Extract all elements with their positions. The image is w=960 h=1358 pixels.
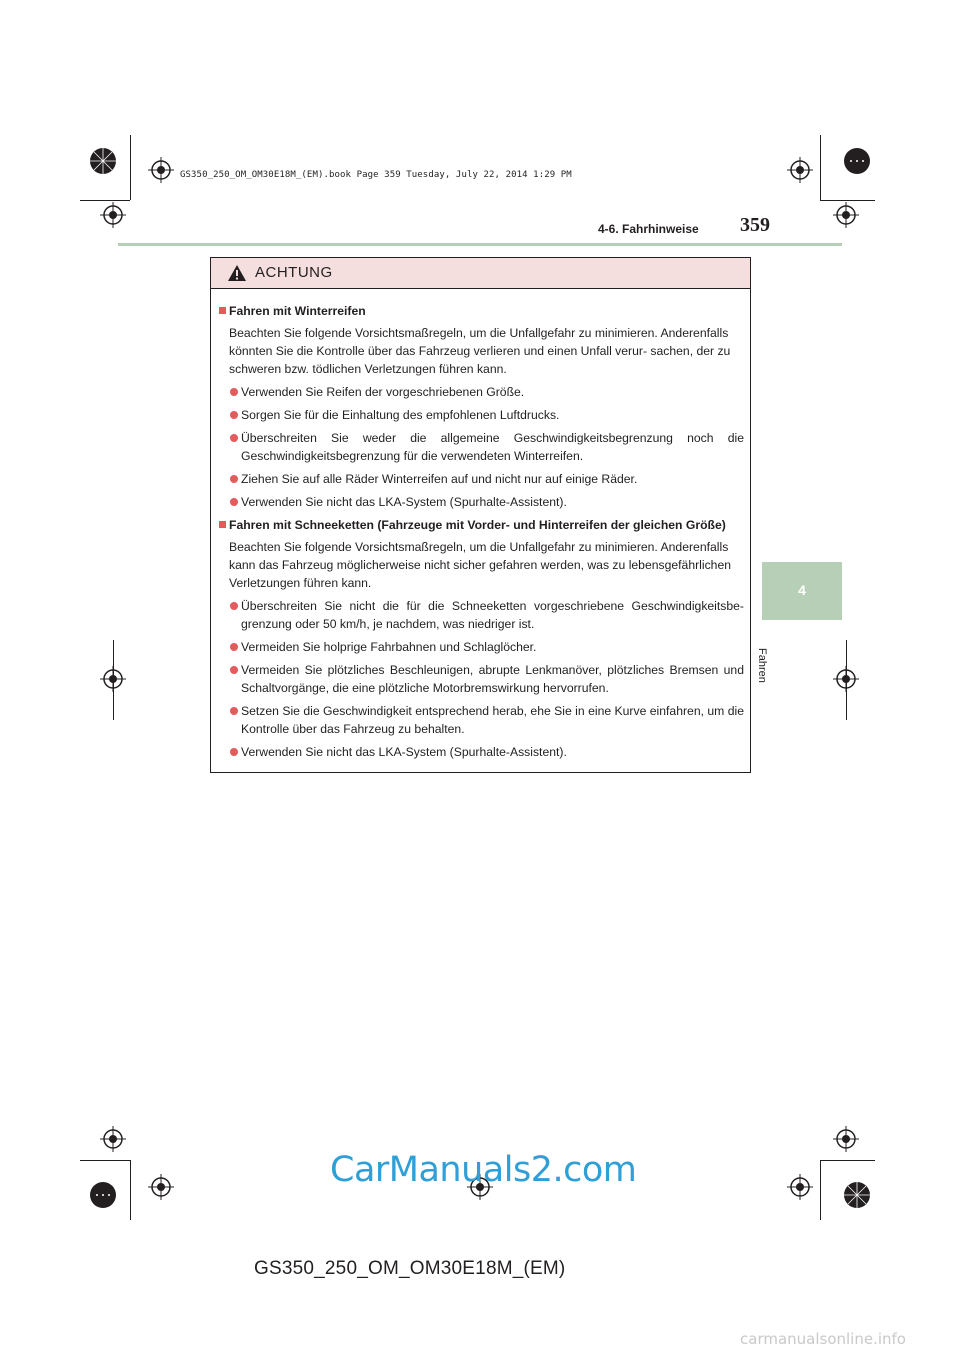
star-target-icon bbox=[842, 1180, 872, 1210]
crop-mark bbox=[80, 200, 130, 201]
registration-mark-icon bbox=[833, 202, 859, 228]
star-target-icon bbox=[88, 1180, 118, 1210]
registration-mark-icon bbox=[100, 666, 126, 692]
section-title: 4-6. Fahrhinweise bbox=[598, 222, 699, 236]
bullet-item: Verwenden Sie nicht das LKA-System (Spurhalte-Assistent). bbox=[219, 493, 744, 511]
registration-mark-icon bbox=[148, 157, 174, 183]
bullet-item: Setzen Sie die Geschwindigkeit entsprechend herab, ehe Sie in eine Kurve einfahren, um die Kontrolle über das Fahrzeug zu behalten. bbox=[219, 702, 744, 738]
star-target-icon bbox=[88, 146, 118, 176]
crop-mark bbox=[820, 200, 875, 201]
registration-mark-icon bbox=[787, 1174, 813, 1200]
bullet-item: Sorgen Sie für die Einhaltung des empfohlenen Luftdrucks. bbox=[219, 406, 744, 424]
header-rule bbox=[118, 243, 842, 246]
paragraph: Beachten Sie folgende Vorsichtsmaßregeln, um die Unfallgefahr zu minimieren. Anderenfalls könnten Sie die Kontrolle über das Fahrzeug verlieren und einen Unfall verur- sachen, der zu schweren bzw. tödlichen Verletzungen führen kann. bbox=[229, 326, 731, 376]
bullet-item: Überschreiten Sie weder die allgemeine Geschwindigkeitsbegrenzung noch die Geschwindigkeitsbegrenzung für die verwendeten Winterreifen. bbox=[219, 429, 744, 465]
book-info-line: GS350_250_OM_OM30E18M_(EM).book Page 359 Tuesday, July 22, 2014 1:29 PM bbox=[180, 170, 572, 180]
footer-code: GS350_250_OM_OM30E18M_(EM) bbox=[254, 1258, 566, 1279]
warning-box bbox=[210, 257, 751, 773]
bullet-item: Verwenden Sie nicht das LKA-System (Spurhalte-Assistent). bbox=[219, 743, 744, 761]
corner-watermark: carmanualsonline.info bbox=[740, 1330, 906, 1348]
registration-mark-icon bbox=[100, 1126, 126, 1152]
crop-mark bbox=[820, 1160, 875, 1161]
crop-mark bbox=[80, 1160, 130, 1161]
registration-mark-icon bbox=[100, 202, 126, 228]
registration-mark-icon bbox=[833, 1126, 859, 1152]
bullet-item: Vermeiden Sie plötzliches Beschleunigen, abrupte Lenkmanöver, plötzliches Bremsen und Schaltvorgänge, die eine plötzliche Motorbremswirkung hervorrufen. bbox=[219, 661, 744, 697]
crop-mark bbox=[130, 135, 131, 200]
star-target-icon bbox=[842, 146, 872, 176]
bullet-item: Verwenden Sie Reifen der vorgeschriebenen Größe. bbox=[219, 383, 744, 401]
warning-header bbox=[211, 258, 750, 289]
bullet-item: Überschreiten Sie nicht die für die Schneeketten vorgeschriebene Geschwindigkeitsbe- grenzung oder 50 km/h, je nachdem, was niedriger ist. bbox=[219, 597, 744, 633]
paragraph: Beachten Sie folgende Vorsichtsmaßregeln, um die Unfallgefahr zu minimieren. Anderenfalls kann das Fahrzeug möglicherweise nicht sicher gefahren werden, was zu lebensgefährlichen Verletzungen führen kann. bbox=[229, 540, 732, 590]
page-number: 359 bbox=[740, 214, 770, 236]
chapter-label: Fahren bbox=[756, 648, 768, 683]
section-heading: Fahren mit Winterreifen bbox=[219, 302, 744, 320]
warning-title: ACHTUNG bbox=[255, 264, 333, 281]
registration-mark-icon bbox=[148, 1174, 174, 1200]
crop-mark bbox=[820, 1160, 821, 1220]
bullet-item: Vermeiden Sie holprige Fahrbahnen und Schlaglöcher. bbox=[219, 638, 744, 656]
warning-body bbox=[219, 302, 744, 766]
registration-mark-icon bbox=[833, 666, 859, 692]
chapter-tab bbox=[762, 562, 842, 620]
watermark: CarManuals2.com bbox=[330, 1150, 637, 1190]
bullet-item: Ziehen Sie auf alle Räder Winterreifen auf und nicht nur auf einige Räder. bbox=[219, 470, 744, 488]
crop-mark bbox=[130, 1160, 131, 1220]
registration-mark-icon bbox=[787, 157, 813, 183]
section-heading: Fahren mit Schneeketten (Fahrzeuge mit Vorder- und Hinterreifen der gleichen Größe) bbox=[219, 516, 744, 534]
warning-triangle-icon bbox=[227, 264, 247, 282]
chapter-number: 4 bbox=[798, 582, 806, 598]
crop-mark bbox=[820, 135, 821, 200]
